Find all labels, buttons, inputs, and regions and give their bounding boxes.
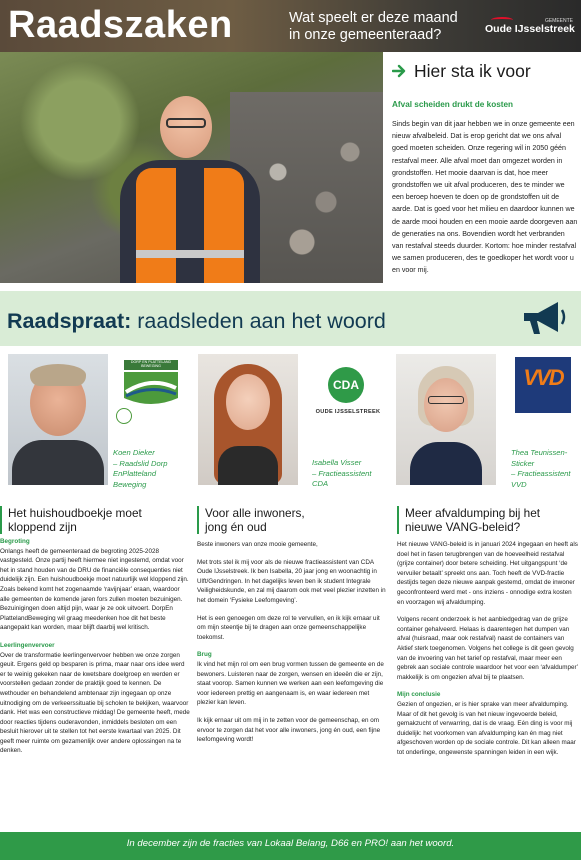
jacket xyxy=(12,440,104,485)
arrow-right-icon xyxy=(392,64,406,78)
article-2-body xyxy=(197,540,389,753)
name-line: VVD xyxy=(511,479,527,489)
headline-line: Het huishoudboekje moet xyxy=(8,506,142,520)
section-heading-text: Hier sta ik voor xyxy=(414,60,531,81)
headline-line: kloppend zijn xyxy=(8,520,77,534)
paragraph-text: Volgens recent onderzoek is het aanbiedgedrag van de grijze container gehalveerd. Helaas is daarentegen het dumpen van afval (huisraad, maar ook restafval) naast de containers van Aktief sterk toegenomen. Volgens het college is dit geen gevolg van de invoering van het tarief op restafval, maar meer een gebrek aan sociale controle waardoor het voor een ‘afvaldumper’ makkelijk is om ongezien afval bij te plaatsen. xyxy=(397,616,578,681)
name-line: Isabella Visser xyxy=(312,458,362,467)
member-name-isabella xyxy=(312,458,392,490)
municipality-logo xyxy=(485,18,577,42)
paragraph xyxy=(397,540,580,607)
paragraph-subheading: Mijn conclusie xyxy=(397,691,441,699)
logo-small-text: GEMEENTE xyxy=(544,18,573,24)
hair xyxy=(30,364,86,386)
article-1-body xyxy=(0,537,191,764)
headline-accent-bar xyxy=(197,506,199,534)
photo-person xyxy=(120,90,260,283)
section-body: Sinds begin van dit jaar hebben we in onze gemeente een nieuw afvalbeleid. Dat is erop gericht dat we ons afval goed moeten scheiden. Onze regering wil in 2050 géén restafval meer. Alle afval moet dan omgezet worden in grondstoffen. Het mooie daarvan is dat, hoe meer grondstoffen we uit afval produceren, des te minder we een beroep hoeven te doen op de grondstoffen uit de aarde. Dat is goed voor het milieu en daardoor kunnen we de aarde mooi houden en een mooie aarde doorgeven aan de generaties na ons. Bovendien wordt het verbranden van restafval steeds duurder. Kortom: hoe minder restafval we samen produceren, des te goedkoper het wordt voor u en voor mij. xyxy=(392,120,578,275)
article-3-body xyxy=(397,540,580,765)
page-subtitle: Wat speelt er deze maand in onze gemeenteraad? xyxy=(289,10,458,43)
top xyxy=(410,442,482,485)
paragraph-text: Beste inwoners van onze mooie gemeente, xyxy=(197,541,318,548)
paragraph-text: Ik vind het mijn rol om een brug vormen tussen de gemeente en de bewoners. Luisteren naar de zorgen, wensen en ideeën die er zijn, staat voorop. Samen kunnen we werken aan een leefomgeving die voor iedereen prettig en aangenaam is, en waar iedereen met plezier kan leven. xyxy=(197,660,384,707)
footer-text: In december zijn de fracties van Lokaal Belang, D66 en PRO! aan het woord. xyxy=(126,838,455,849)
name-line: – Fractieassistent xyxy=(312,468,372,478)
cda-logo-subtext: OUDE IJSSELSTREEK xyxy=(315,409,381,415)
vvd-logo xyxy=(515,357,571,413)
paragraph xyxy=(197,716,389,745)
cda-logo-text: CDA xyxy=(333,378,359,392)
article-3-headline xyxy=(405,506,581,534)
paragraph-text: Met trots stel ik mij voor als de nieuwe fractieassistent van CDA Oude IJsselstreek. Ik ben Isabella, 20 jaar jong en woonachtig in Ulft/Gendringen. In het dagelijks leven ben ik student Integrale Veiligheidskunde, en zal mij daarom ook met veel plezier inzetten in het domein ‘Fysieke Leefomgeving’. xyxy=(197,558,386,604)
paragraph-subheading: Brug xyxy=(197,651,212,659)
name-line: – Raadslid Dorp xyxy=(113,458,168,468)
paragraph xyxy=(0,641,191,756)
face xyxy=(424,378,468,432)
paragraph xyxy=(197,614,389,643)
paragraph-text: Ik kijk ernaar uit om mij in te zetten voor de gemeenschap, en om ervoor te zorgen dat het voor alle inwoners, jong én oud, een fijne leefomgeving wordt! xyxy=(197,716,381,744)
paragraph xyxy=(397,690,580,757)
megaphone-icon xyxy=(518,298,568,340)
name-line: Koen Dieker xyxy=(113,448,155,457)
raadspraat-title-rest: raadsleden aan het woord xyxy=(131,309,386,333)
dpb-small-mark-icon xyxy=(116,408,132,424)
section-heading xyxy=(392,56,578,86)
name-line: CDA xyxy=(312,479,329,488)
name-line: Sticker xyxy=(511,458,535,468)
paragraph-text: Gezien of ongezien, er is hier sprake van meer afvaldumping. Maar of dit het gevolg is van het nieuw ingevoerde beleid, gemakzucht of verwarring, dat is de vraag. Eén ding is voor mij duidelijk: het voorkomen van afvaldumping kan én mag niet afgeschoven worden op de sociale controle. Dit kan alleen maar tot onderlinge, ongewenste spanningen leiden in een wijk. xyxy=(397,700,576,756)
name-line: Thea Teunissen- xyxy=(511,448,568,457)
paragraph xyxy=(197,650,389,708)
paragraph-text: Onlangs heeft de gemeenteraad de begroting 2025-2028 vastgesteld. Onze partij heeft hiermee niet ingestemd, omdat voor het in stand houden van de DRU de financiële consequenties niet duidelijk zijn. Een huishoudboekje moet natuurlijk wel kloppend zijn. Zoals bekend komt het zogenaamde ‘ravijnjaar’ eraan, waardoor alle gemeenten de komende jaren fors zullen moeten bezuinigen. Bezuinigingen doen altijd pijn, waar je ze ook uitvoert. DorpEn PlattelandBeweging wil graag meedenken hoe dit het beste aangepakt kan worden, maar blijft daarbij wel kritisch. xyxy=(0,547,189,632)
member-name-koen xyxy=(113,448,193,490)
paragraph-text: Het nieuwe VANG-beleid is in januari 2024 ingegaan en heeft als doel het in fasen terugbrengen van de hoeveelheid restafval (grijze container) door betere scheiding. Het uitgangspunt ‘de vervuiler betaalt’ spreekt ons aan. Toch heeft de VVD-fractie destijds tegen deze nieuwe aanpak gestemd, omdat de inwoner geconfronteerd werd met - ons inziens - onnodige extra kosten en voorzagen wij afvaldumping. xyxy=(397,541,578,606)
paragraph-subheading: Leerlingenvervoer xyxy=(0,641,55,649)
top xyxy=(218,446,278,485)
headline-accent-bar xyxy=(0,506,2,534)
paragraph xyxy=(0,537,191,633)
paragraph-subheading: Begroting xyxy=(0,538,30,545)
header-banner xyxy=(0,0,581,52)
hier-sta-ik-voor-section xyxy=(392,56,578,277)
glasses xyxy=(428,396,464,404)
paragraph xyxy=(397,615,580,682)
headline-line: jong én oud xyxy=(205,520,267,534)
name-line: Beweging xyxy=(113,479,147,489)
name-line: – Fractieassistent xyxy=(511,469,571,478)
article-2-headline xyxy=(205,506,385,534)
paragraph xyxy=(197,558,389,606)
face xyxy=(226,374,270,430)
article-1-headline xyxy=(8,506,188,534)
member-photo-thea xyxy=(396,354,496,485)
raadspraat-title-bold: Raadspraat: xyxy=(7,309,132,333)
section-subheading: Afval scheiden drukt de kosten xyxy=(392,100,514,109)
dpb-logo-text: DORP EN PLATTELAND BEWEGING xyxy=(130,360,172,368)
headline-accent-bar xyxy=(397,506,399,534)
member-photo-isabella xyxy=(198,354,298,485)
member-photo-koen xyxy=(8,354,108,485)
logo-name: Oude IJsselstreek xyxy=(485,23,575,35)
paragraph-text: Het is een genoegen om deze rol te vervullen, en ik kijk ernaar uit om mijn steentje bij te dragen aan onze gemeenschappelijke toekomst. xyxy=(197,614,380,641)
name-line: EnPlatteland xyxy=(113,469,157,478)
headline-line: Voor alle inwoners, xyxy=(205,506,305,520)
person-vest-stripe xyxy=(136,250,244,258)
person-glasses xyxy=(166,118,206,128)
person-vest-left xyxy=(136,168,176,283)
member-name-thea xyxy=(511,448,581,490)
headline-line: nieuwe VANG-beleid? xyxy=(405,520,521,534)
person-vest-right xyxy=(204,168,244,283)
page-title: Raadszaken xyxy=(8,4,233,46)
raadspraat-title xyxy=(7,309,386,334)
feature-photo xyxy=(0,52,383,283)
vvd-logo-text: VVD xyxy=(523,365,563,390)
paragraph xyxy=(197,540,389,550)
headline-line: Meer afvaldumping bij het xyxy=(405,506,541,520)
paragraph-text: Over de transformatie leerlingenvervoer hebben we onze zorgen geuit. Ergens geld op besparen is prima, maar naar ons idee werd er te weinig gekeken naar de kwetsbare doelgroep en werden er voorstellen gedaan zonder de praktijk goed te kennen. De wethouder en behandelend ambtenaar zijn ingegaan op onze uitnodiging om de verkeerssituatie bij scholen te bekijken, waarvoor dank. Het was een constructieve middag! De gemeente heeft, mede door reacties tijdens ouderavonden, inmiddels besloten om een besluit hierover uit te stellen tot het eerste kwartaal van 2025. Dit geeft meer ruimte om gezamenlijk over andere oplossingen na te denken. xyxy=(0,651,190,755)
